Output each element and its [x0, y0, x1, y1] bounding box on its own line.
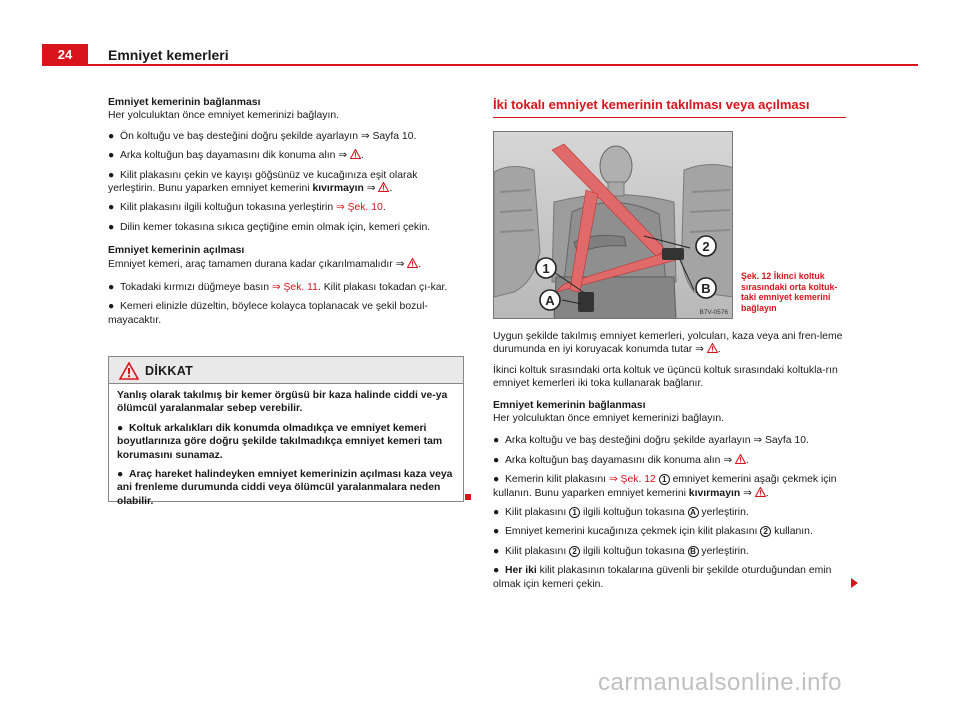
right-column-text [493, 330, 849, 597]
figure-link[interactable]: ⇒ Şek. 12 [608, 474, 656, 486]
list-item: ● Kemerin kilit plakasını ⇒ Şek. 12 1 emniyet kemerini aşağı çekmek için kullanın. Bunu yaparken emniyet kemerini kıvırmayın ⇒ . [493, 474, 837, 499]
warning-icon [350, 149, 361, 159]
release-heading: Emniyet kemerinin açılması [108, 245, 245, 257]
seatbelt-figure [493, 131, 733, 319]
page-number-box [42, 44, 88, 66]
fasten-intro-right: Her yolculuktan önce emniyet kemerinizi bağlayın. [493, 413, 725, 425]
list-item: ● Kilit plakasını ilgili koltuğun tokasına yerleştirin ⇒ Şek. 10. [108, 202, 386, 214]
warning-icon [755, 487, 766, 497]
warning-box [108, 356, 464, 507]
list-item: ● Arka koltuğun baş dayamasını dik konuma alın ⇒ . [493, 454, 749, 466]
warning-title: DİKKAT [145, 364, 194, 378]
callout-b [696, 278, 716, 298]
warning-text: ● Koltuk arkalıkları dik konumda olmadıkça ve emniyet kemeri boyutlarınıza göre doğru şekilde takılmadıkça emniyet kemeri tam korumasını sunamaz. [117, 422, 443, 461]
callout-a [540, 290, 560, 310]
fasten-intro: Her yolculuktan önce emniyet kemerinizi bağlayın. [108, 110, 340, 122]
list-item: ● Kilit plakasını çekin ve kayışı göğsünüz ve kucağınıza eşit olarak yerleştirin. Bunu yaparken emniyet kemerini kıvırmayın ⇒ . [108, 169, 418, 195]
paragraph: Uygun şekilde takılmış emniyet kemerleri, yolcuları, kaza veya ani fren-leme durumunda en iyi koruyacak konumda tutar ⇒ . [493, 331, 843, 356]
warning-text: Yanlış olarak takılmış bir kemer örgüsü bir kaza halinde ciddi ve-ya ölümcül yaralanmalar sebep verebilir. [117, 390, 448, 415]
left-column [108, 96, 464, 333]
callout-ref: 2 [760, 526, 771, 537]
callout-ref: A [688, 507, 699, 518]
release-intro: Emniyet kemeri, araç tamamen durana kadar çıkarılmamalıdır ⇒ . [108, 258, 422, 270]
section-rule [493, 117, 846, 118]
list-item: ● Her iki kilit plakasının tokalarına güvenli bir şekilde oturduğundan emin olmak için kemeri çekin. [493, 565, 832, 590]
callout-2 [696, 236, 716, 256]
callout-1 [536, 258, 556, 278]
header-rule [88, 64, 918, 66]
paragraph: İkinci koltuk sırasındaki orta koltuk ve üçüncü koltuk sırasındaki koltukla-rın emniyet kemerleri iki toka kullanarak bağlanır. [493, 364, 838, 390]
warning-icon [735, 454, 746, 464]
figure-code: B7V-0576 [699, 309, 728, 316]
callout-ref: 1 [569, 507, 580, 518]
fasten-heading-right: Emniyet kemerinin bağlanması [493, 399, 646, 411]
list-item: ● Dilin kemer tokasına sıkıca geçtiğine emin olmak için, kemeri çekin. [108, 221, 431, 233]
list-item: ● Kilit plakasını 1 ilgili koltuğun tokasına A yerleştirin. [493, 507, 749, 519]
list-item: ● Tokadaki kırmızı düğmeye basın ⇒ Şek. 11. Kilit plakası tokadan çı-kar. [108, 282, 448, 294]
svg-text:B: B [701, 281, 711, 296]
list-item: ● Kilit plakasını 2 ilgili koltuğun tokasına B yerleştirin. [493, 545, 749, 557]
svg-text:1: 1 [542, 261, 550, 276]
warning-icon [707, 343, 718, 353]
warning-icon [407, 258, 418, 268]
list-item: ● Ön koltuğu ve baş desteğini doğru şekilde ayarlayın ⇒ Sayfa 10. [108, 130, 417, 142]
figure-caption: Şek. 12 İkinci koltuk sırasındaki orta koltuk-taki emniyet kemerini bağlayın [741, 271, 838, 313]
list-item: ● Emniyet kemerini kucağınıza çekmek için kilit plakasını 2 kullanın. [493, 526, 813, 538]
section-title: İki tokalı emniyet kemerinin takılması veya açılması [493, 97, 810, 112]
page-number: 24 [57, 47, 73, 62]
callout-ref: B [688, 546, 699, 557]
callout-ref: 2 [569, 546, 580, 557]
warning-body [109, 384, 463, 508]
callout-ref: 1 [659, 474, 670, 485]
chapter-title: Emniyet kemerleri [108, 47, 229, 63]
figure-link[interactable]: ⇒ Şek. 11 [271, 282, 318, 294]
warning-triangle-icon [119, 362, 139, 380]
warning-text: ● Araç hareket halindeyken emniyet kemerinizin açılması kaza veya ani frenleme durumunda ciddi veya ölümcül yaralanmalara neden olabilir. [117, 469, 453, 507]
svg-text:2: 2 [702, 239, 710, 254]
list-item: ● Kemeri elinizle düzeltin, böylece kolayca toplanacak ve şekil bozul-mayacaktır. [108, 301, 428, 326]
section-end-marker [465, 494, 471, 500]
warning-icon [378, 182, 389, 192]
figure-link[interactable]: ⇒ Şek. 10 [336, 202, 383, 214]
warning-header [109, 357, 463, 384]
svg-text:A: A [545, 293, 555, 308]
watermark: carmanualsonline.info [598, 669, 842, 696]
list-item: ● Arka koltuğu ve baş desteğini doğru şekilde ayarlayın ⇒ Sayfa 10. [493, 435, 809, 447]
continue-arrow-icon [851, 578, 858, 588]
fasten-heading: Emniyet kemerinin bağlanması [108, 97, 261, 108]
list-item: ● Arka koltuğun baş dayamasını dik konuma alın ⇒ . [108, 150, 364, 162]
seatbelt-illustration [494, 132, 733, 319]
